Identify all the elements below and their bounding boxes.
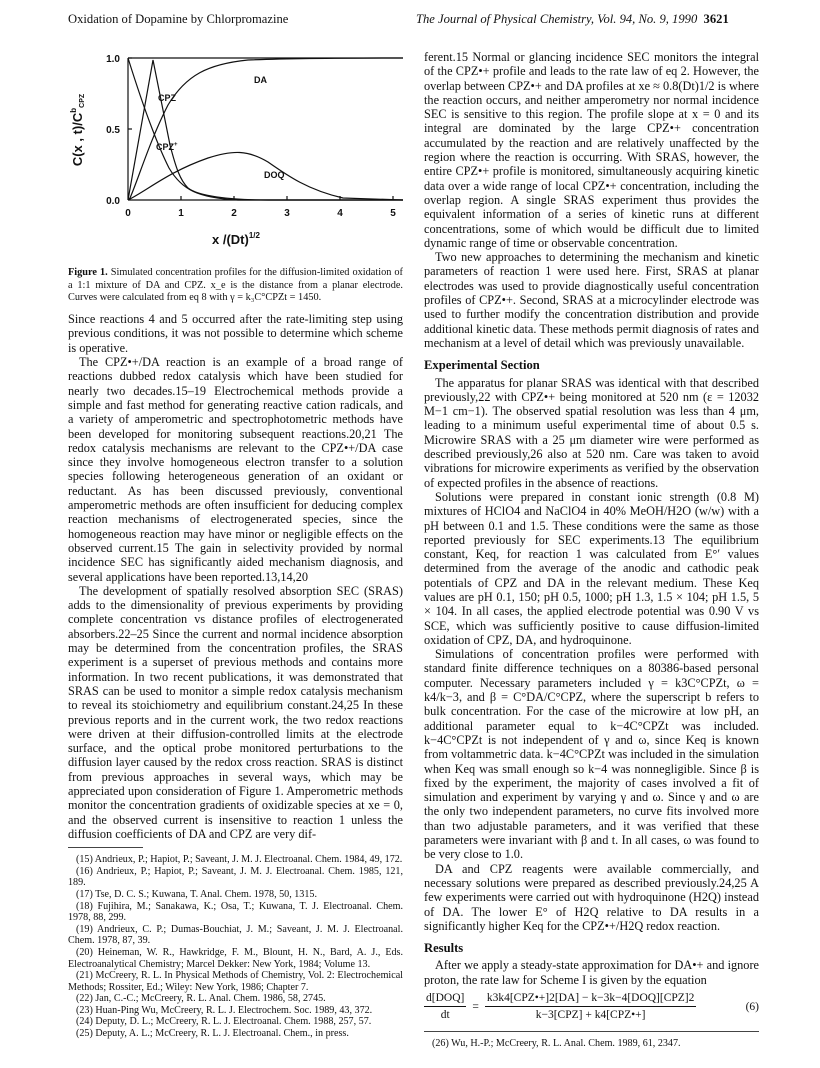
figure-1 xyxy=(68,50,403,260)
figure-caption xyxy=(68,267,403,304)
reference-item: (21) McCreery, R. L. In Physical Methods of Chemistry, Vol. 2: Electrochemical Methods; Rossiter, Ed.; Wiley: New York, 1986; Chapter 7. xyxy=(68,970,403,993)
x-tick-3: 3 xyxy=(284,208,290,219)
page-number: 3621 xyxy=(703,12,729,26)
x-tick-0: 0 xyxy=(125,208,131,219)
caption-label: Figure 1. xyxy=(68,267,108,279)
reference-item: (22) Jan, C.-C.; McCreery, R. L. Anal. Chem. 1986, 58, 2745. xyxy=(76,993,326,1005)
section-heading-experimental: Experimental Section xyxy=(424,358,540,373)
x-tick-5: 5 xyxy=(390,208,396,219)
x-tick-4: 4 xyxy=(337,208,343,219)
results-paragraph: After we apply a steady-state approximation for DA•+ and ignore proton, the rate law for Scheme I is given by the equation xyxy=(424,958,759,987)
journal-header xyxy=(416,12,729,27)
eq-rhs: $\frac{\text{k3k4[CPZ•+]2[DA] − k−3k−4[DOQ][CPZ]2}}{\text{k−3[CPZ] + k4[CPZ•+]}}$ xyxy=(486,992,695,1022)
equation-6 xyxy=(424,991,759,1023)
reference-item: (24) Deputy, D. L.; McCreery, R. L. J. Electroanal. Chem. 1988, 257, 57. xyxy=(76,1016,372,1028)
left-references xyxy=(68,854,403,1040)
footnote-rule xyxy=(68,847,143,848)
footnote-rule xyxy=(424,1031,759,1032)
eq-lhs: $\frac{\text{d[DOQ]}}{dt}$ xyxy=(426,992,465,1022)
reference-item: (18) Fujihira, M.; Sanakawa, K.; Osa, T.; Kuwana, T. J. Electroanal. Chem. 1978, 88, 299. xyxy=(68,900,403,924)
x-tick-1: 1 xyxy=(178,208,184,219)
exp-paragraph: DA and CPZ reagents were available commercially, and necessary solutions were prepared as described previously.24,25 A few experiments were carried out with hydroquinone (H2Q) instead of DA. The lower E° of H2Q relative to DA results in a significantly higher Keq for the CPZ•+/H2Q redox reaction. xyxy=(424,861,759,933)
right-column xyxy=(424,50,759,1049)
exp-paragraph: Simulations of concentration profiles were performed with standard finite difference techniques on a 80386-based personal computer. Necessary parameters included γ = k3C°CPZt, ω = k4/k−3, and β = C°DA/C°CPZ, where the superscript b refers to bulk concentration. For the case of the microwire at low pH, an additional parameter equal to k−4C°CPZt was included. k−4C°CPZt is not independent of γ and ω, since Keq is known from voltammetric data. k−4C°CPZt was included in the simulation when Keq was small enough so k−4 was nonnegligible. Since β is fixed by the experiment, the majority of cases involved a fit of simulation and experiment by varying γ and ω. Since γ and ω are the only two independent parameters, no curve fits involved more than two adjustable parameters, and it was verified that these parameters were invariant with β and t. In all cases, ω was found to be very close to 1.0. xyxy=(424,647,759,862)
reference-item: (25) Deputy, A. L.; McCreery, R. L. J. Electroanal. Chem., in press. xyxy=(76,1028,349,1040)
right-paragraph: ferent.15 Normal or glancing incidence SEC monitors the integral of the CPZ•+ profile and leads to the rate law of eq 2. However, the overlap between CPZ•+ and DA profiles at xe ≈ 0.8(Dt)1/2 is where the reaction occurs, and neither amperometry nor normal incidence SEC is sensitive to this region. The profile slope at x = 0 and its integral are dominated by the large CPZ•+ concentration accumulated by the reaction and are relatively unaffected by the region where the reaction is occurring. With SRAS, however, the entire CPZ•+ profile is monitored, simultaneously acquiring kinetic data over a wide range of local CPZ•+ concentration, including the overlap region. A single SRAS experiment thus provides the equivalent information of a series of kinetic runs at different concentrations, some of which would be difficult due to limited dynamic range of time or observable concentration. xyxy=(424,50,759,250)
eq-equals: = xyxy=(472,1000,479,1013)
label-doq: DOQ xyxy=(264,170,285,180)
reference-item: (20) Heineman, W. R., Hawkridge, F. M., Blount, H. N., Bard, A. J., Eds. Electroanalytical Chemistry; Marcel Dekker: New York, 1984; Volume 13. xyxy=(68,946,403,970)
caption-text: Simulated concentration profiles for the diffusion-limited oxidation of a 1:1 mixture of DA and CPZ. x_e is the distance from a planar electrode. Curves were calculated from eq 8 with γ = k₃C°CPZt = 1450. xyxy=(68,267,403,303)
left-paragraph: The CPZ•+/DA reaction is an example of a broad range of reactions dubbed redox catalysis which have been studied for nearly two decades.15–19 Electrochemical methods provide a simple and fast method for generating reactive cation radicals, and a variety of amperometric and spectrophotometric methods have been developed for monitoring subsequent reactions.20,21 The redox catalysis mechanisms are relevant to the CPZ•+/DA case since they involve homogeneous electron transfer to a solution species following heterogeneous generation of an oxidant or reductant. As has been discussed previously, conventional amperometric methods are often insufficient for deducing complex reaction mechanisms of electrogenerated species, since the homogeneous reaction may have minor or negligible effects on the observed current.15 The gain in selectivity provided by normal incidence SEC has significantly aided mechanism diagnosis, and several applications have been reported.13,14,20 xyxy=(68,355,403,584)
running-header: Oxidation of Dopamine by Chlorpromazine xyxy=(68,12,289,26)
left-paragraph: Since reactions 4 and 5 occurred after the rate-limiting step using previous conditions, it was not possible to determine which scheme is operative. xyxy=(68,312,403,355)
reference-item: (23) Huan-Ping Wu, McCreery, R. L. J. Electrochem. Soc. 1989, 43, 372. xyxy=(76,1004,373,1016)
right-paragraph: Two new approaches to determining the mechanism and kinetic parameters of reaction 1 were used here. First, SRAS at planar electrodes was used to provide diagnostically useful concentration profiles of CPZ•+. Second, SRAS at a microcylinder electrode was used to further modify the concentration distribution and provide additional kinetic data. These methods permit diagnosis of rates and mechanism at a level of detail which was previously unavailable. xyxy=(424,250,759,350)
y-tick-1: 1.0 xyxy=(106,54,120,65)
reference-item: (17) Tse, D. C. S.; Kuwana, T. Anal. Chem. 1978, 50, 1315. xyxy=(76,888,317,900)
right-references xyxy=(424,1038,759,1050)
journal-citation: The Journal of Physical Chemistry, Vol. 94, No. 9, 1990 xyxy=(416,12,698,26)
section-heading-results: Results xyxy=(424,941,464,956)
exp-paragraph: The apparatus for planar SRAS was identical with that described previously,22 with CPZ•+ being monitored at 520 nm (ε = 12032 M−1 cm−1). The observed spatial resolution was less than 4 μm, leading to a minimum useful experimental time of about 0.5 s. Microwire SRAS with a 25 μm diameter wire were performed as described previously,26 also at 520 nm. Care was taken to avoid vibrations for microwire experiments as verified by the observation of expected profiles in the absence of reactions. xyxy=(424,375,759,490)
x-axis-label-sup: 1/2 xyxy=(248,231,260,240)
reference-item: (16) Andrieux, P.; Hapiot, P.; Saveant, J. M. J. Electroanal. Chem. 1985, 121, 189. xyxy=(68,865,403,889)
equation-number: (6) xyxy=(745,1000,759,1013)
label-cpz-radical: CPZ+ xyxy=(156,142,178,152)
reference-item: (26) Wu, H.-P.; McCreery, R. L. Anal. Chem. 1989, 61, 2347. xyxy=(432,1037,681,1049)
y-axis-label xyxy=(69,93,86,166)
x-tick-2: 2 xyxy=(231,208,237,219)
label-cpz: CPZ xyxy=(158,93,176,103)
left-column xyxy=(68,50,403,1040)
reference-item: (15) Andrieux, P.; Hapiot, P.; Saveant, J. M. J. Electroanal. Chem. 1984, 49, 172. xyxy=(76,854,403,866)
left-paragraph: The development of spatially resolved absorption SEC (SRAS) adds to the dimensionality of previous experiments by providing complete concentration vs distance profiles of electrogenerated absorbers.22–25 Since the current and normal incidence absorption may be determined from the concentration profiles, the SRAS experiment is a superset of previous methods and contains more information. In two recent publications, it was demonstrated that SRAS can be used to monitor a simple redox catalysis mechanism to reveal its stoichiometry and equilibrium constant.24,25 In these previous reports and in the current work, the two redox reactions were driven at their diffusion-controlled limits at the electrode surface, and the optical probe monitored perturbations to the diffusion layer caused by the redox cross reaction. SRAS is distinct from previous approaches in several ways, which may be appreciated upon consideration of Figure 1. Amperometric methods monitor the concentration gradients of oxidizable species at xe = 0, and the observed current is insensitive to reaction 1 unless the diffusion coefficients of DA and CPZ are very dif- xyxy=(68,583,403,841)
x-axis-label: x $/(Dt)^{1/2}$ xyxy=(212,231,260,247)
label-da: DA xyxy=(254,75,267,85)
exp-paragraph: Solutions were prepared in constant ionic strength (0.8 M) mixtures of HClO4 and NaClO4 in 40% MeOH/H2O (w/w) with a pH between 0.1 and 1.5. These conditions were the same as those reported previously for SEC experiments.13 The equilibrium constant, Keq, for reaction 1 was calculated from E°′ values determined from the average of the anodic and cathodic peak potentials of CPZ and DA in the relevant medium. These Keq values are pH 0.1, 150; pH 0.5, 1000; pH 1.3, 1.5 × 104; pH 1.5, 5 × 104. In all cases, the applied electrode potential was 0.90 V vs SCE, which was sufficiently positive to cause diffusion-limited oxidation of CPZ, DA, and hydroquinone. xyxy=(424,489,759,647)
y-tick-05: 0.5 xyxy=(106,125,120,136)
reference-item: (19) Andrieux, C. P.; Dumas-Bouchiat, J. M.; Saveant, J. M. J. Electroanal. Chem. 1978, 87, 39. xyxy=(68,923,403,947)
y-tick-0: 0.0 xyxy=(106,196,120,207)
svg-text:C(x , t)/CbCPZ: C(x , $t)/C^b_{CPZ}$ xyxy=(69,93,86,167)
